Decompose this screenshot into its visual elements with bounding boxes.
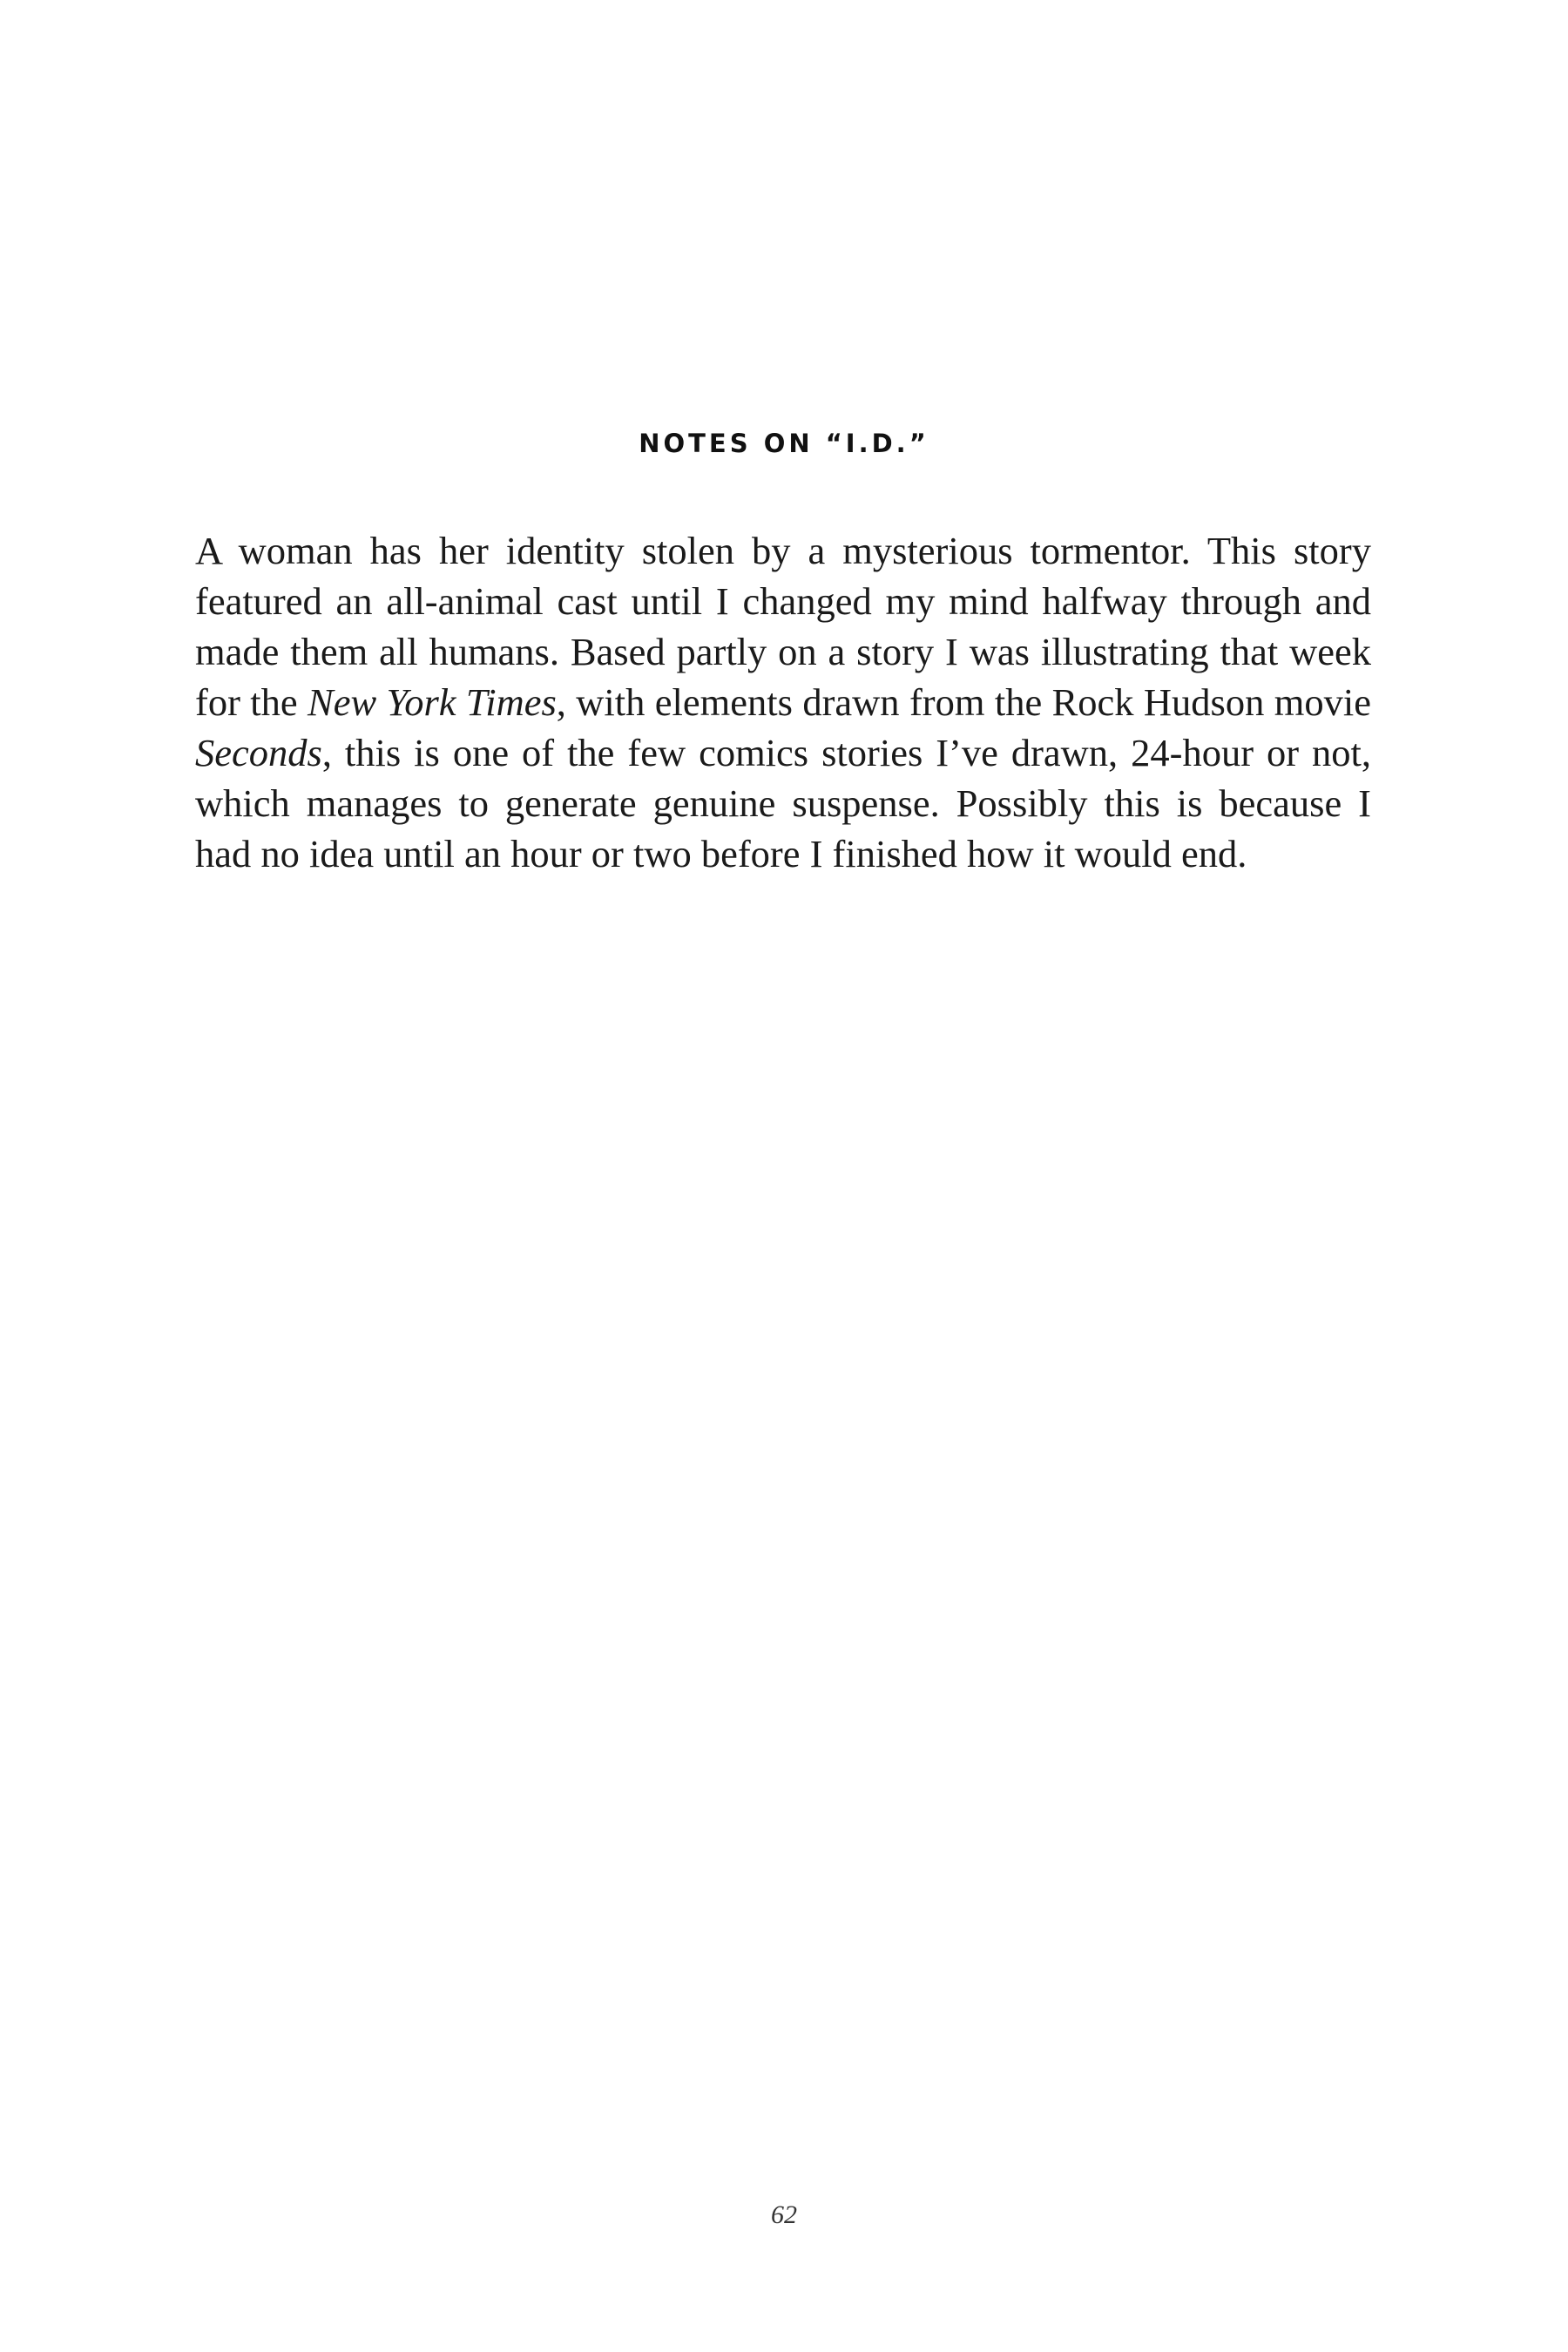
body-paragraph <box>195 525 1371 879</box>
paragraph-line <box>195 727 1371 778</box>
page-number: 62 <box>771 2200 797 2229</box>
paragraph-line <box>195 525 1371 576</box>
line-text-before: for the <box>195 680 308 724</box>
paragraph-line <box>195 626 1371 677</box>
paragraph-line <box>195 778 1371 828</box>
section-heading: NOTES ON “I.D.” <box>639 429 929 458</box>
line-text: featured an all-animal cast until I changed my mind halfway through and <box>195 579 1371 623</box>
paragraph-line-last <box>195 828 1371 879</box>
line-text: had no idea until an hour or two before I finished how it would end. <box>195 832 1247 875</box>
line-text-after: , with elements drawn from the Rock Hudson movie <box>556 680 1371 724</box>
line-text-after: , this is one of the few comics stories I’ve drawn, 24-hour or not, <box>321 731 1371 774</box>
italic-title-seconds: Seconds <box>195 731 322 774</box>
italic-title-new-york-times: New York Times <box>308 680 557 724</box>
line-text: A woman has her identity stolen by a mysterious tormentor. This story <box>195 529 1371 572</box>
line-text: which manages to generate genuine suspense. Possibly this is because I <box>195 781 1371 825</box>
paragraph-line <box>195 576 1371 626</box>
line-text: made them all humans. Based partly on a story I was illustrating that week <box>195 630 1371 673</box>
paragraph-line <box>195 677 1371 727</box>
